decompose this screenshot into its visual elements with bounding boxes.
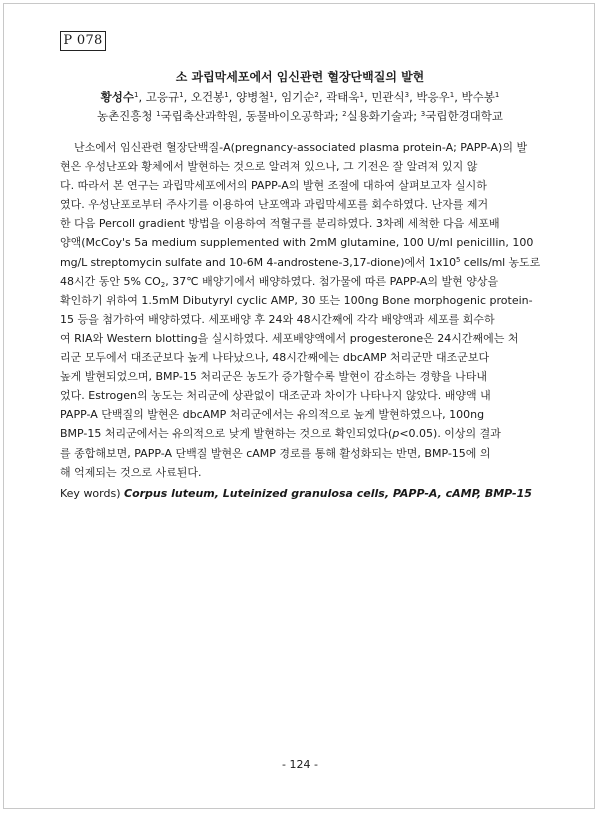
body-line: 여 RIA와 Western blotting을 실시하였다. 세포배양액에서 progesterone은 24시간째에는 처 [60, 331, 519, 345]
author-name: 오건봉 [190, 90, 225, 104]
body-text-segment: , 37℃ 배양기에서 배양하였다. 첨가물에 따른 PAPP-A의 발현 양상을 [165, 274, 499, 288]
body-text-segment: 48시간 동안 5% CO [60, 274, 161, 288]
body-line [60, 253, 543, 272]
body-line: 를 종합해보면, PAPP-A 단백질 발현은 cAMP 경로를 통해 활성화되는 반면, BMP-15에 의 [60, 446, 491, 460]
author-name: 민관식 [371, 90, 405, 104]
abstract-body [60, 138, 543, 482]
affiliations [60, 108, 540, 124]
page-number: - 124 - [282, 758, 318, 771]
body-line: 높게 발현되었으며, BMP-15 처리군은 농도가 증가할수록 발현이 감소하는 경향을 나타내 [60, 370, 488, 384]
body-line: 한 다음 Percoll gradient 방법을 이용하여 적혈구를 분리하였다. 3차례 세척한 다음 세포배 [60, 217, 500, 231]
exponent: 5 [456, 255, 461, 264]
body-line: 확인하기 위하여 1.5mM Dibutyryl cyclic AMP, 30 또는 100ng Bone morphogenic protein- [60, 293, 533, 307]
body-line: 난소에서 임신관련 혈장단백질-A(pregnancy-associated plasma protein-A; PAPP-A)의 발 [74, 141, 528, 154]
body-text-segment: mg/L streptomycin sulfate and 10-6M 4-androstene-3,17-dione)에서 1x10 [60, 255, 457, 269]
body-line: 였다. 우성난포로부터 주사기를 이용하여 난포액과 과립막세포를 회수하였다. 난자를 제거 [60, 198, 489, 212]
affiliation-mark: 3 [420, 110, 426, 118]
body-line: 해 억제되는 것으로 사료된다. [60, 465, 202, 479]
body-line: 양액(McCoy's 5a medium supplemented with 2mM glutamine, 100 U/ml penicillin, 100 [60, 236, 534, 250]
author-name: 박응우 [416, 90, 450, 104]
author-separator: , [228, 90, 236, 104]
author-name: 박수봉 [461, 90, 495, 104]
author-separator: , [138, 90, 146, 104]
subscript: 2 [160, 280, 166, 289]
author-affil-mark: 1 [133, 91, 139, 99]
author-affil-mark: 1 [359, 91, 364, 99]
body-text-segment: <0.05). 이상의 결과 [399, 427, 501, 441]
paper-title: 소 과립막세포에서 임신관련 혈장단백질의 발현 [175, 70, 425, 84]
author-affil-mark: 2 [314, 91, 319, 99]
author-separator: , [454, 90, 462, 104]
body-text-segment: cells/ml 농도로 [460, 255, 541, 269]
body-line: 현은 우성난포와 황체에서 발현하는 것으로 알려져 있으나, 그 기전은 잘 알려져 있지 않 [60, 160, 478, 174]
author-name: 양병철 [235, 90, 270, 104]
p-value-symbol: p [392, 427, 400, 441]
affiliation-1: 국립축산과학원, 동물바이오공학과; [160, 109, 343, 123]
body-line [60, 272, 543, 291]
body-line: 리군 모두에서 대조군보다 높게 나타났으나, 48시간째에는 dbcAMP 처리군만 대조군보다 [60, 351, 490, 365]
keywords-terms: Corpus luteum, Luteinized granulosa cells, PAPP-A, cAMP, BMP-15 [124, 487, 532, 500]
author-name: 곽태욱 [326, 90, 360, 104]
author-separator: , [183, 90, 191, 104]
body-line: 었다. Estrogen의 농도는 처리군에 상관없이 대조군과 차이가 나타나지 않았다. 배양액 내 [60, 389, 491, 403]
keywords-label: Key words) [60, 487, 124, 500]
abstract-code: P 078 [60, 31, 106, 51]
author-affil-mark: 1 [179, 91, 184, 99]
affiliation-3: 국립한경대학교 [425, 109, 504, 123]
author-affil-mark: 1 [494, 91, 500, 99]
author-separator: , [273, 90, 282, 104]
author-affil-mark: 1 [224, 91, 229, 99]
body-line: 다. 따라서 본 연구는 과립막세포에서의 PAPP-A의 발현 조절에 대하여 살펴보고자 실시하 [60, 179, 487, 193]
author-affil-mark: 1 [449, 91, 455, 99]
author-list [60, 89, 540, 105]
author-name: 고응규 [145, 90, 180, 104]
author-name: 황성수 [100, 90, 134, 104]
author-affil-mark: 3 [404, 91, 410, 99]
author-name: 임기순 [281, 90, 315, 104]
author-separator: , [409, 90, 417, 104]
body-text-segment: BMP-15 처리군에서는 유의적으로 낮게 발현하는 것으로 확인되었다( [60, 427, 393, 441]
affiliation-org: 농촌진흥청 [96, 109, 157, 123]
author-affil-mark: 1 [269, 91, 274, 99]
body-line: 15 등을 첨가하여 배양하였다. 세포배양 후 24와 48시간째에 각각 배양액과 세포를 회수하 [60, 312, 495, 326]
author-separator: , [318, 90, 327, 104]
affiliation-mark: 2 [342, 110, 347, 118]
author-separator: , [364, 90, 372, 104]
affiliation-2: 실용화기술과; [346, 109, 421, 123]
keywords [60, 486, 540, 502]
affiliation-mark: 1 [156, 110, 161, 118]
body-line: PAPP-A 단백질의 발현은 dbcAMP 처리군에서는 유의적으로 높게 발현하였으나, 100ng [60, 408, 485, 422]
body-line [60, 424, 543, 443]
